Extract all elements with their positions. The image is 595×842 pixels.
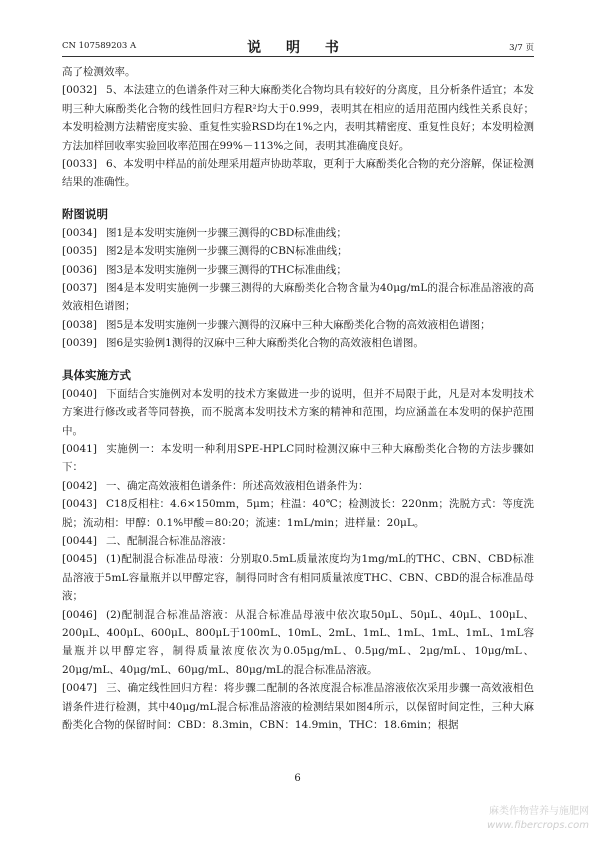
paragraph-0043: [0043] C18反相柱：4.6×150mm，5μm；柱温：40℃；检测波长：220nm；洗脱方式：等度洗脱；流动相：甲醇：0.1%甲酸＝80:20；流速：1mL/min；进样量：20μL。 — [62, 495, 534, 532]
paragraph-0047: [0047] 三、确定线性回归方程：将步骤二配制的各浓度混合标准品溶液依次采用步骤一高效液相色谱条件进行检测，其中40μg/mL混合标准品溶液的检测结果如图4所示，以保留时间定性，三种大麻酚类化合物的保留时间：CBD：8.3min，CBN：14.9min，THC：18.6min；根据 — [62, 679, 534, 734]
paragraph-0038: [0038] 图5是本发明实施例一步骤六测得的汉麻中三种大麻酚类化合物的高效液相色谱图； — [62, 316, 534, 334]
document-title: 说 明 书 — [247, 40, 349, 56]
paragraph-number: [0034] — [62, 226, 97, 239]
paragraph-number: [0035] — [62, 245, 97, 258]
watermark-site-url: www.fibercrops.com — [487, 820, 589, 831]
paragraph-0033: [0033] 6、本发明中样品的前处理采用超声协助萃取，更利于大麻酚类化合物的充分溶解，保证检测结果的准确性。 — [62, 155, 534, 192]
page-reference: 3/7 页 — [509, 43, 534, 53]
paragraph-number: [0038] — [62, 318, 97, 331]
paragraph-0045: [0045] (1)配制混合标准品母液：分别取0.5mL质量浓度均为1mg/mL的THC、CBN、CBD标准品溶液于5mL容量瓶并以甲醇定容，制得同时含有相同质量浓度THC、CBN、CBD的混合标准品母液； — [62, 550, 534, 605]
paragraph-0037: [0037] 图4是本发明实施例一步骤三测得的大麻酚类化合物含量为40μg/mL的混合标准品溶液的高效液相色谱图； — [62, 279, 534, 316]
paragraph-0040: [0040] 下面结合实施例对本发明的技术方案做进一步的说明，但并不局限于此，凡是对本发明技术方案进行修改或者等同替换，而不脱离本发明技术方案的精神和范围，均应涵盖在本发明的保护范围中。 — [62, 385, 534, 440]
section-heading-embodiments: 具体实施方式 — [62, 367, 131, 382]
paragraph-number: [0044] — [62, 534, 97, 547]
page-number: 6 — [294, 773, 301, 784]
paragraph-0044: [0044] 二、配制混合标准品溶液： — [62, 532, 534, 550]
paragraph-0046: [0046] (2)配制混合标准品溶液：从混合标准品母液中依次取50μL、50μL、40μL、100μL、200μL、400μL、600μL、800μL于100mL、10mL、2mL、1mL、1mL、1mL、1mL、1mL容量瓶并以甲醇定容，制得质量浓度依次为0.05μg/mL、0.5μg/mL、2μg/mL、10μg/mL、20μg/mL、40μg/mL、60μg/mL、80μg/mL的混合标准品溶液。 — [62, 606, 534, 680]
paragraph-number: [0036] — [62, 263, 97, 276]
patent-number: CN 107589203 A — [62, 41, 137, 51]
paragraph-number: [0032] — [62, 84, 97, 97]
paragraph-0039: [0039] 图6是实验例1测得的汉麻中三种大麻酚类化合物的高效液相色谱图。 — [62, 334, 534, 352]
paragraph-number: [0039] — [62, 337, 97, 350]
paragraph-0042: [0042] 一、确定高效液相色谱条件：所述高效液相色谱条件为： — [62, 477, 534, 495]
paragraph-number: [0046] — [62, 608, 97, 621]
paragraph-continuation: 高了检测效率。 — [62, 66, 136, 78]
section-heading-figures: 附图说明 — [62, 206, 108, 221]
paragraph-0035: [0035] 图2是本发明实施例一步骤三测得的CBN标准曲线； — [62, 242, 534, 260]
paragraph-number: [0047] — [62, 682, 97, 695]
paragraph-number: [0043] — [62, 498, 97, 511]
paragraph-0041: [0041] 实施例一：本发明一种利用SPE-HPLC同时检测汉麻中三种大麻酚类化合物的方法步骤如下： — [62, 440, 534, 477]
document-body — [62, 63, 534, 734]
paragraph-number: [0040] — [62, 387, 97, 400]
paragraph-number: [0033] — [62, 158, 97, 171]
site-watermark — [487, 805, 589, 833]
paragraph-number: [0037] — [62, 282, 97, 295]
page-header — [62, 36, 534, 57]
paragraph-0036: [0036] 图3是本发明实施例一步骤三测得的THC标准曲线； — [62, 261, 534, 279]
paragraph-number: [0045] — [62, 553, 97, 566]
paragraph-number: [0041] — [62, 442, 97, 455]
paragraph-number: [0042] — [62, 479, 97, 492]
watermark-site-name: 麻类作物营养与施肥网 — [489, 806, 589, 817]
paragraph-0034: [0034] 图1是本发明实施例一步骤三测得的CBD标准曲线； — [62, 224, 534, 242]
paragraph-0032: [0032] 5、本法建立的色谱条件对三种大麻酚类化合物均具有较好的分离度，且分析条件适宜；本发明三种大麻酚类化合物的线性回归方程R²均大于0.999，表明其在相应的适用范围内线性关系良好；本发明检测方法精密度实验、重复性实验RSD均在1%之内，表明其精密度、重复性良好；本发明检测方法加样回收率实验回收率范围在99%－113%之间，表明其准确度良好。 — [62, 81, 534, 155]
